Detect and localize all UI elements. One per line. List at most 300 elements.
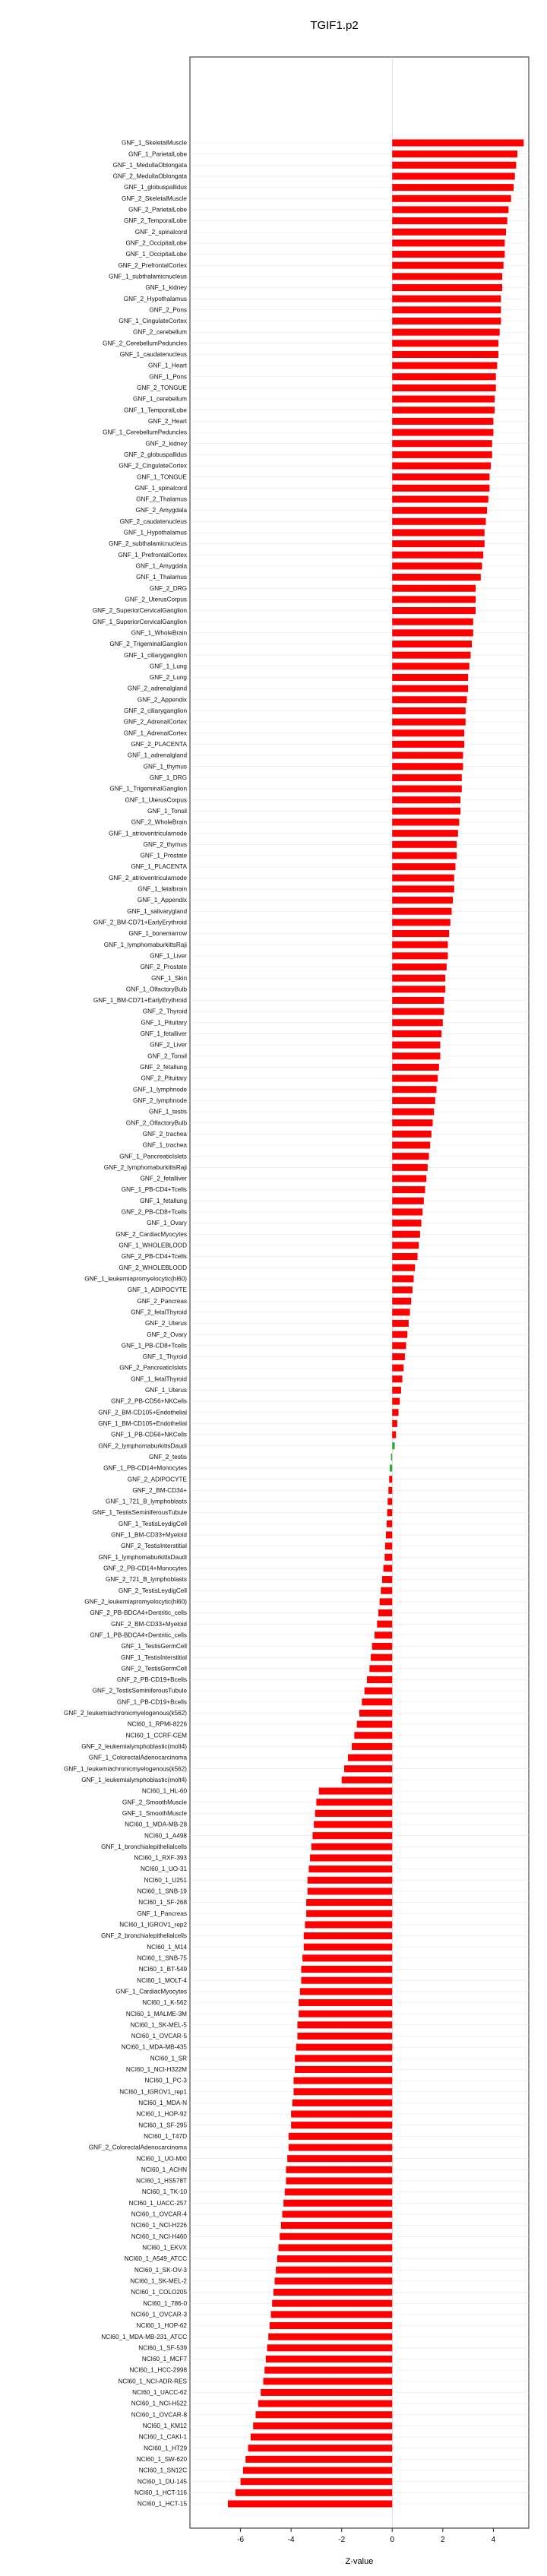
category-label: GNF_2_PB-CD19+Bcells bbox=[116, 1676, 187, 1684]
category-label: NCI60_1_T47D bbox=[144, 2132, 187, 2140]
category-label: GNF_2_caudatenucleus bbox=[119, 517, 187, 525]
x-tick-label: 4 bbox=[491, 2536, 496, 2544]
bar bbox=[392, 139, 523, 146]
bar bbox=[378, 1609, 392, 1616]
bar bbox=[392, 1432, 396, 1438]
category-label: GNF_1_BM-CD105+Endothelial bbox=[98, 1420, 187, 1428]
bar bbox=[291, 2111, 392, 2118]
bar bbox=[392, 1398, 400, 1405]
bar bbox=[276, 2267, 392, 2274]
bar bbox=[248, 2445, 393, 2451]
category-label: NCI60_1_IGROV1_rep1 bbox=[119, 2088, 187, 2096]
bar bbox=[283, 2200, 392, 2207]
bar bbox=[392, 1320, 409, 1327]
category-label: NCI60_1_NCI-H322M bbox=[125, 2066, 187, 2074]
category-label: GNF_1_bronchialepithelialcells bbox=[101, 1843, 187, 1850]
bar bbox=[251, 2434, 392, 2441]
category-label: GNF_1_Liver bbox=[150, 952, 187, 960]
bar bbox=[387, 1509, 393, 1516]
category-label: GNF_2_Pancreas bbox=[137, 1297, 187, 1305]
category-label: NCI60_1_OVCAR-3 bbox=[131, 2311, 187, 2318]
bar bbox=[392, 641, 472, 647]
category-label: GNF_1_DRG bbox=[149, 774, 187, 781]
category-label: GNF_2_bronchialepithelialcells bbox=[101, 1932, 187, 1940]
bar bbox=[291, 2122, 392, 2128]
bar bbox=[392, 440, 492, 447]
category-label: GNF_1_TrigeminalGanglion bbox=[109, 785, 187, 793]
category-label: GNF_2_Pons bbox=[149, 306, 187, 314]
category-label: GNF_2_TestisGermCell bbox=[121, 1665, 187, 1673]
bar bbox=[392, 495, 488, 502]
bar bbox=[392, 1231, 420, 1238]
bar bbox=[392, 997, 444, 1004]
bar bbox=[392, 1220, 421, 1226]
category-label: GNF_2_Tonsil bbox=[147, 1052, 187, 1060]
bar bbox=[392, 1298, 411, 1305]
bar bbox=[392, 707, 466, 714]
category-label: NCI60_1_SR bbox=[150, 2055, 187, 2062]
category-label: NCI60_1_SNB-75 bbox=[137, 1954, 187, 1962]
bar bbox=[392, 752, 463, 759]
category-label: GNF_2_testis bbox=[148, 1453, 187, 1460]
category-label: GNF_2_WHOLEBLOOD bbox=[119, 1264, 187, 1271]
category-label: NCI60_1_ACHN bbox=[141, 2166, 187, 2173]
category-label: NCI60_1_CAKI-1 bbox=[138, 2433, 187, 2441]
category-label: GNF_2_Heart bbox=[148, 417, 187, 425]
bar bbox=[264, 2367, 392, 2374]
category-label: GNF_1_AdrenalCortex bbox=[123, 729, 187, 737]
bar bbox=[392, 396, 495, 403]
bar bbox=[392, 1153, 428, 1160]
category-label: GNF_2_PB-CD56+NKCells bbox=[111, 1397, 187, 1405]
bar bbox=[359, 1710, 392, 1717]
bar bbox=[392, 629, 473, 636]
category-label: GNF_2_TemporalLobe bbox=[124, 217, 187, 225]
bar bbox=[375, 1631, 392, 1638]
category-label: GNF_2_ParietalLobe bbox=[128, 206, 187, 214]
category-label: NCI60_1_NCI-H226 bbox=[131, 2222, 187, 2229]
category-label: NCI60_1_SK-OV-3 bbox=[134, 2266, 187, 2274]
bar bbox=[392, 1253, 417, 1260]
category-label: GNF_2_ciliaryganglion bbox=[124, 707, 187, 715]
category-label: NCI60_1_COLO205 bbox=[131, 2289, 187, 2296]
category-label: GNF_2_Pituitary bbox=[141, 1074, 187, 1082]
bar bbox=[392, 407, 495, 413]
category-label: NCI60_1_UACC-62 bbox=[132, 2389, 187, 2397]
category-label: NCI60_1_HL-60 bbox=[141, 1787, 187, 1795]
bar bbox=[280, 2233, 392, 2240]
bar bbox=[305, 1921, 392, 1928]
bar bbox=[392, 1264, 415, 1271]
bar bbox=[315, 1810, 393, 1817]
bar bbox=[392, 1353, 405, 1360]
bar bbox=[392, 195, 511, 202]
category-label: GNF_2_Appendix bbox=[137, 696, 187, 704]
bar bbox=[392, 229, 506, 236]
category-label: NCI60_1_MDA-N bbox=[138, 2099, 187, 2106]
bar bbox=[256, 2411, 393, 2418]
bar bbox=[392, 875, 454, 881]
category-label: GNF_1_UterusCorpus bbox=[125, 796, 187, 804]
category-label: GNF_2_OccipitalLobe bbox=[125, 239, 187, 247]
category-label: GNF_2_lymphnode bbox=[133, 1097, 187, 1104]
bar bbox=[392, 674, 468, 681]
category-label: NCI60_1_HT29 bbox=[144, 2445, 187, 2452]
category-label: GNF_1_Appendix bbox=[137, 897, 187, 904]
category-label: GNF_1_PB-BDCA4+Dentritic_cells bbox=[90, 1631, 187, 1639]
bar bbox=[390, 1464, 392, 1471]
bar bbox=[392, 818, 459, 825]
bar bbox=[392, 919, 451, 926]
category-label: GNF_1_lymphnode bbox=[133, 1086, 187, 1093]
category-label: NCI60_1_786-0 bbox=[143, 2299, 187, 2307]
category-label: GNF_1_fetalbrain bbox=[138, 885, 187, 893]
bar bbox=[352, 1743, 392, 1750]
category-label: NCI60_1_M14 bbox=[147, 1943, 187, 1951]
bar bbox=[285, 2188, 392, 2195]
category-label: GNF_2_DRG bbox=[149, 584, 187, 592]
bar bbox=[392, 652, 470, 659]
bar bbox=[316, 1799, 392, 1805]
category-label: GNF_1_PB-CD4+Tcells bbox=[121, 1186, 187, 1194]
category-label: GNF_1_BM-CD33+Myeloid bbox=[111, 1531, 187, 1539]
category-label: GNF_2_spinalcord bbox=[134, 228, 187, 236]
category-label: GNF_2_ColorectalAdenocarcinoma bbox=[88, 2144, 187, 2151]
bar bbox=[382, 1576, 392, 1583]
category-label: NCI60_1_BT-549 bbox=[138, 1966, 187, 1973]
bar bbox=[391, 1454, 393, 1460]
category-label: NCI60_1_OVCAR-4 bbox=[131, 2210, 187, 2218]
category-label: GNF_1_spinalcord bbox=[134, 484, 187, 492]
bar bbox=[392, 986, 445, 992]
category-label: NCI60_1_RXF-393 bbox=[134, 1854, 187, 1862]
category-label: GNF_1_TestisInterstitial bbox=[121, 1654, 187, 1661]
category-label: GNF_2_fetallung bbox=[140, 1064, 187, 1071]
category-label: GNF_1_ParietalLobe bbox=[128, 150, 187, 158]
category-label: GNF_2_CardiacMyocytes bbox=[115, 1230, 187, 1238]
bar bbox=[392, 1097, 435, 1104]
category-label: GNF_1_lymphomaburkittsDaudi bbox=[98, 1553, 187, 1561]
category-label: GNF_2_globuspallidus bbox=[124, 451, 187, 458]
category-label: GNF_1_OccipitalLobe bbox=[125, 251, 187, 258]
bar bbox=[392, 1052, 440, 1059]
category-label: NCI60_1_U251 bbox=[144, 1876, 187, 1884]
category-label: GNF_1_Hypothalamus bbox=[123, 529, 187, 536]
bar bbox=[299, 2011, 392, 2017]
bar bbox=[392, 373, 495, 380]
bar bbox=[264, 2378, 393, 2385]
bar bbox=[381, 1587, 392, 1594]
bar bbox=[392, 284, 502, 291]
category-label: GNF_2_lymphomaburkittsDaudi bbox=[98, 1442, 187, 1450]
bar bbox=[392, 340, 498, 347]
category-label: NCI60_1_A498 bbox=[144, 1832, 187, 1840]
category-label: GNF_1_CingulateCortex bbox=[119, 318, 187, 325]
category-label: GNF_2_leukemialymphoblastic(molt4) bbox=[81, 1743, 187, 1751]
bar bbox=[392, 518, 485, 525]
x-tick-label: -2 bbox=[338, 2536, 346, 2544]
category-label: GNF_2_cerebellum bbox=[133, 328, 187, 336]
category-label: GNF_1_Ovary bbox=[147, 1220, 187, 1227]
bar bbox=[278, 2244, 392, 2251]
category-label: GNF_2_PB-BDCA4+Dentritic_cells bbox=[90, 1609, 187, 1617]
bar bbox=[392, 975, 445, 982]
bar bbox=[392, 329, 499, 336]
bar bbox=[392, 1342, 406, 1349]
bar bbox=[392, 150, 517, 157]
category-label: GNF_1_fetalliver bbox=[140, 1030, 187, 1038]
bar bbox=[392, 952, 447, 959]
bar bbox=[392, 306, 501, 313]
bar bbox=[392, 763, 463, 770]
category-label: GNF_1_PB-CD19+Bcells bbox=[116, 1698, 187, 1706]
bar bbox=[392, 296, 501, 302]
bar bbox=[392, 785, 462, 792]
bar bbox=[392, 1030, 441, 1037]
category-label: NCI60_1_UO-31 bbox=[141, 1866, 187, 1873]
category-label: GNF_2_Thalamus bbox=[136, 495, 187, 503]
category-label: NCI60_1_HCT-116 bbox=[134, 2489, 187, 2496]
bar bbox=[369, 1665, 392, 1672]
x-tick-label: 0 bbox=[390, 2536, 395, 2544]
bar bbox=[310, 1854, 392, 1861]
bar bbox=[392, 1064, 439, 1071]
bar bbox=[392, 1242, 419, 1248]
bar bbox=[306, 1899, 392, 1906]
bar bbox=[392, 552, 483, 559]
bar bbox=[296, 2044, 392, 2051]
category-label: GNF_1_TestisSeminiferousTubule bbox=[92, 1509, 187, 1517]
category-label: NCI60_1_UACC-257 bbox=[128, 2199, 187, 2207]
bar bbox=[392, 172, 514, 179]
x-tick-label: -4 bbox=[287, 2536, 295, 2544]
x-axis bbox=[237, 2528, 496, 2544]
bar bbox=[297, 2033, 392, 2040]
bar bbox=[392, 663, 470, 669]
category-label: GNF_2_thymus bbox=[143, 840, 187, 848]
bar bbox=[392, 1086, 436, 1093]
category-label: GNF_1_TestisGermCell bbox=[121, 1643, 187, 1650]
category-label: GNF_1_TemporalLobe bbox=[124, 407, 187, 414]
category-label: GNF_2_Uterus bbox=[144, 1320, 187, 1328]
bar bbox=[392, 429, 493, 436]
category-label: GNF_1_leukemiachronicmyelogenous(k562) bbox=[63, 1765, 187, 1773]
category-label: GNF_1_TONGUE bbox=[137, 473, 187, 481]
x-tick-label: -6 bbox=[237, 2536, 245, 2544]
category-label: GNF_1_PLACENTA bbox=[131, 863, 187, 871]
category-label: GNF_1_PancreaticIslets bbox=[119, 1153, 187, 1160]
category-label: GNF_2_lymphomaburkittsRaji bbox=[103, 1163, 187, 1171]
bar bbox=[392, 1186, 425, 1193]
bar bbox=[392, 451, 492, 458]
bar bbox=[392, 1119, 432, 1126]
bar bbox=[387, 1498, 392, 1505]
bar bbox=[302, 1954, 392, 1961]
category-label: GNF_2_TestisInterstitial bbox=[121, 1543, 187, 1550]
bar bbox=[293, 2078, 392, 2084]
category-label: GNF_2_721_B_lymphoblasts bbox=[106, 1576, 187, 1584]
bar bbox=[392, 1309, 409, 1315]
category-label: NCI60_1_DU-145 bbox=[137, 2478, 187, 2486]
bar bbox=[261, 2389, 392, 2396]
category-label: GNF_1_bonemarrow bbox=[128, 930, 187, 938]
x-tick-label: 2 bbox=[441, 2536, 445, 2544]
bar bbox=[301, 1966, 392, 1973]
bar bbox=[389, 1476, 392, 1483]
bar bbox=[392, 1365, 403, 1372]
bar bbox=[392, 897, 453, 903]
bar bbox=[392, 908, 451, 915]
bar bbox=[392, 1409, 398, 1416]
bar bbox=[392, 808, 460, 815]
bar bbox=[271, 2311, 393, 2318]
bar bbox=[392, 964, 447, 970]
bar bbox=[392, 885, 454, 892]
category-label: GNF_2_TrigeminalGanglion bbox=[109, 641, 187, 648]
bar bbox=[253, 2423, 392, 2429]
bar bbox=[392, 507, 487, 514]
category-label: GNF_1_cerebellum bbox=[133, 395, 187, 403]
category-label: GNF_1_WholeBrain bbox=[131, 629, 187, 637]
category-label: GNF_1_Thyroid bbox=[142, 1353, 187, 1361]
category-label: GNF_1_SmoothMuscle bbox=[122, 1809, 187, 1817]
bar bbox=[392, 585, 476, 592]
bar bbox=[367, 1676, 392, 1683]
bar bbox=[241, 2478, 393, 2485]
category-label: GNF_1_OlfactoryBulb bbox=[125, 986, 187, 993]
bar bbox=[392, 273, 502, 280]
bar bbox=[295, 2066, 392, 2073]
bar bbox=[392, 1442, 394, 1449]
bar bbox=[392, 863, 455, 870]
bar bbox=[392, 262, 503, 269]
category-label: NCI60_1_OVCAR-5 bbox=[131, 2033, 187, 2040]
bar bbox=[392, 418, 493, 425]
bar bbox=[270, 2322, 392, 2329]
category-label: GNF_1_Tonsil bbox=[147, 807, 187, 815]
bar bbox=[392, 1275, 413, 1282]
bar bbox=[286, 2166, 392, 2173]
category-label: GNF_2_Prostate bbox=[140, 964, 187, 971]
category-label: NCI60_1_SN12C bbox=[138, 2467, 187, 2474]
category-label: NCI60_1_SF-268 bbox=[138, 1899, 187, 1907]
category-label: GNF_2_Thyroid bbox=[142, 1008, 187, 1015]
bar bbox=[228, 2500, 392, 2507]
bar bbox=[392, 529, 484, 536]
bar bbox=[392, 574, 480, 581]
bar bbox=[392, 1075, 438, 1082]
bar bbox=[380, 1598, 393, 1605]
bar bbox=[392, 696, 466, 703]
category-label: NCI60_1_MALME-3M bbox=[125, 2010, 187, 2017]
bar bbox=[392, 362, 497, 369]
category-label: GNF_1_salivarygland bbox=[127, 907, 187, 915]
bar bbox=[392, 852, 457, 859]
bar bbox=[357, 1721, 393, 1728]
category-label: GNF_2_SmoothMuscle bbox=[122, 1799, 187, 1806]
category-label: GNF_2_AdrenalCortex bbox=[123, 718, 187, 726]
bar bbox=[266, 2356, 392, 2362]
category-label: GNF_1_subthalamicnucleus bbox=[109, 273, 187, 280]
category-label: NCI60_1_NCI-H522 bbox=[131, 2400, 187, 2407]
category-label: NCI60_1_SF-539 bbox=[138, 2344, 187, 2352]
category-label: GNF_1_Prostate bbox=[140, 852, 187, 859]
bar bbox=[371, 1654, 392, 1661]
category-label: NCI60_1_K-562 bbox=[142, 1999, 187, 2007]
category-label: GNF_1_ciliaryganglion bbox=[124, 651, 187, 659]
category-label: GNF_1_kidney bbox=[145, 284, 187, 292]
bar bbox=[392, 607, 476, 614]
category-label: GNF_2_MedullaOblongata bbox=[112, 172, 187, 180]
bar bbox=[304, 1932, 392, 1939]
category-label: GNF_1_leukemiapromyelocytic(hl60) bbox=[84, 1275, 187, 1283]
bar bbox=[282, 2210, 392, 2217]
bar bbox=[392, 217, 507, 224]
category-label: GNF_2_CingulateCortex bbox=[119, 462, 187, 470]
bar bbox=[308, 1888, 393, 1894]
category-label: GNF_2_TestisLeydigCell bbox=[118, 1587, 187, 1594]
bar bbox=[344, 1765, 392, 1772]
category-label: NCI60_1_A549_ATCC bbox=[124, 2255, 187, 2263]
bar bbox=[392, 1208, 422, 1215]
category-label: GNF_2_PB-CD14+Monocytes bbox=[103, 1565, 187, 1572]
category-label: GNF_1_PB-CD8+Tcells bbox=[121, 1342, 187, 1350]
category-label: GNF_1_Skin bbox=[151, 974, 187, 982]
bar bbox=[272, 2300, 392, 2307]
bar bbox=[297, 2021, 392, 2028]
bar bbox=[392, 841, 457, 848]
category-label: GNF_1_atrioventricularnode bbox=[109, 830, 187, 837]
category-label: GNF_1_PrefrontalCortex bbox=[118, 551, 187, 559]
category-labels bbox=[64, 140, 188, 2508]
bar bbox=[392, 462, 491, 469]
bar bbox=[384, 1554, 392, 1561]
category-label: GNF_1_Pituitary bbox=[141, 1019, 187, 1027]
category-label: GNF_1_Thalamus bbox=[136, 574, 187, 581]
bar bbox=[354, 1732, 392, 1739]
category-label: GNF_1_thymus bbox=[143, 763, 187, 771]
bar bbox=[392, 351, 498, 358]
category-label: GNF_2_ADIPOCYTE bbox=[127, 1476, 187, 1483]
category-label: GNF_1_Amygdala bbox=[135, 562, 187, 570]
category-label: NCI60_1_SNB-19 bbox=[137, 1888, 187, 1895]
category-label: NCI60_1_SK-MEL-2 bbox=[130, 2277, 187, 2285]
bar bbox=[392, 1019, 443, 1026]
x-axis-label: Z-value bbox=[345, 2557, 374, 2566]
bar bbox=[287, 2155, 392, 2162]
category-label: GNF_1_caudatenucleus bbox=[119, 351, 187, 359]
category-label: NCI60_1_HCT-15 bbox=[137, 2500, 187, 2508]
bar bbox=[392, 729, 464, 736]
category-label: GNF_1_721_B_lymphoblasts bbox=[106, 1498, 187, 1505]
category-label: NCI60_1_CCRF-CEM bbox=[125, 1732, 187, 1739]
bar bbox=[392, 162, 516, 169]
bar bbox=[392, 1164, 428, 1171]
bar bbox=[392, 385, 495, 391]
category-label: GNF_2_Amygdala bbox=[135, 507, 187, 514]
bar bbox=[392, 318, 501, 324]
bar bbox=[388, 1487, 392, 1494]
bar bbox=[392, 485, 489, 492]
bar bbox=[392, 830, 458, 837]
category-label: GNF_2_atrioventricularnode bbox=[109, 874, 187, 881]
bar bbox=[311, 1843, 393, 1850]
bar bbox=[274, 2289, 392, 2296]
bar bbox=[392, 473, 489, 480]
category-label: GNF_2_TONGUE bbox=[137, 385, 187, 392]
bar bbox=[392, 239, 504, 246]
category-label: GNF_2_WholeBrain bbox=[131, 818, 187, 826]
